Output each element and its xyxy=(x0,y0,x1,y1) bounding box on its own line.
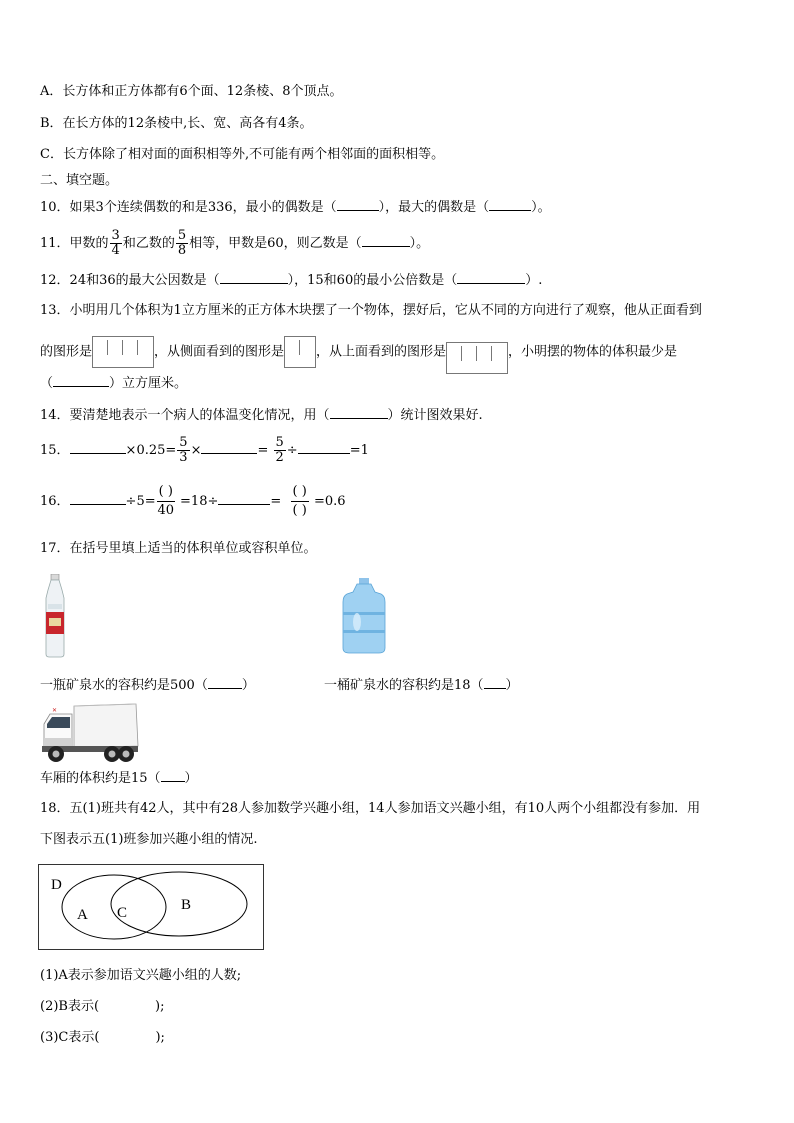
answer-blank[interactable] xyxy=(489,198,531,211)
q18-sub3: (3)C表示( ); xyxy=(40,1030,165,1045)
question-11: 11．甲数的 $\frac{3}{4}$ 和乙数的 $\frac{5}{8}$ 相等，甲数是60，则乙数是（ ）。 xyxy=(40,228,430,258)
fraction: $\frac{5}{3}$ xyxy=(179,435,188,465)
fraction: $\frac{5}{2}$ xyxy=(275,435,284,465)
question-13-line1: 13．小明用几个体积为1立方厘米的正方体木块摆了一个物体，摆好后，它从不同的方向进行了观察，他从正面看到 xyxy=(40,303,702,318)
question-12: 12．24和36的最大公因数是（ ），15和60的最小公倍数是（ ）. xyxy=(40,273,543,288)
question-18-line1: 18．五(1)班共有42人，其中有28人参加数学兴趣小组，14人参加语文兴趣小组，有10人两个小组都没有参加．用 xyxy=(40,801,701,816)
question-17-title: 17．在括号里填上适当的体积单位或容积单位。 xyxy=(40,541,317,556)
question-13-line2: 的图形是 ，从侧面看到的图形是 ，从上面看到的图形是 ，小明摆的物体的体积最少是 xyxy=(40,330,677,374)
answer-blank[interactable] xyxy=(484,676,506,689)
question-16: 16． ÷5= $\frac{( )}{40}$ =18÷ = $\frac{( )}{( )}$ =0.6 xyxy=(40,484,346,518)
fraction: $\frac{3}{4}$ xyxy=(111,228,120,258)
answer-blank[interactable] xyxy=(220,271,288,284)
answer-blank[interactable] xyxy=(218,492,270,505)
answer-blank[interactable] xyxy=(208,676,242,689)
answer-blank[interactable] xyxy=(70,492,126,505)
answer-blank[interactable] xyxy=(70,441,126,454)
water-bottle-icon xyxy=(40,574,70,658)
option-a: A．长方体和正方体都有6个面、12条棱、8个顶点。 xyxy=(40,84,343,99)
top-view-figure xyxy=(446,342,508,374)
question-15: 15． ×0.25= $\frac{5}{3}$ × = $\frac{5}{2}$ ÷ =1 xyxy=(40,435,369,465)
venn-label-b: B xyxy=(181,897,192,913)
answer-blank[interactable] xyxy=(337,198,379,211)
answer-blank[interactable] xyxy=(53,374,109,387)
answer-blank[interactable] xyxy=(161,769,185,782)
question-14: 14．要清楚地表示一个病人的体温变化情况，用（ ）统计图效果好. xyxy=(40,408,483,423)
answer-blank[interactable] xyxy=(330,406,388,419)
venn-diagram xyxy=(38,864,264,950)
option-b: B．在长方体的12条棱中,长、宽、高各有4条。 xyxy=(40,116,313,131)
q18-sub1: (1)A表示参加语文兴趣小组的人数; xyxy=(40,968,242,983)
answer-blank[interactable] xyxy=(298,441,350,454)
front-view-figure xyxy=(92,336,154,368)
q18-sub2: (2)B表示( ); xyxy=(40,999,165,1014)
fraction: $\frac{( )}{40}$ xyxy=(157,484,175,518)
fraction: $\frac{( )}{( )}$ xyxy=(292,484,307,518)
truck-icon xyxy=(40,702,140,764)
water-barrel-icon xyxy=(341,578,387,654)
venn-label-a: A xyxy=(77,907,88,923)
svg-text:✕: ✕ xyxy=(52,707,58,714)
truck-volume: 车厢的体积约是15（ ） xyxy=(40,771,198,786)
option-c: C．长方体除了相对面的面积相等外,不可能有两个相邻面的面积相等。 xyxy=(40,147,445,162)
question-13-line3: （ ）立方厘米。 xyxy=(40,376,188,391)
question-10: 10．如果3个连续偶数的和是336，最小的偶数是（ ），最大的偶数是（ ）。 xyxy=(40,200,551,215)
bottle-capacity: 一瓶矿泉水的容积约是500（ ） xyxy=(40,678,255,693)
venn-circles xyxy=(39,865,263,949)
barrel-capacity: 一桶矿泉水的容积约是18（ ） xyxy=(324,678,519,693)
answer-blank[interactable] xyxy=(457,271,525,284)
venn-label-c: C xyxy=(117,905,128,921)
fraction: $\frac{5}{8}$ xyxy=(177,228,187,258)
answer-blank[interactable] xyxy=(362,234,410,247)
section-heading: 二、填空题。 xyxy=(40,173,119,188)
question-18-line2: 下图表示五(1)班参加兴趣小组的情况. xyxy=(40,832,258,847)
answer-blank[interactable] xyxy=(201,441,257,454)
venn-label-d: D xyxy=(51,877,62,893)
side-view-figure xyxy=(284,336,316,368)
